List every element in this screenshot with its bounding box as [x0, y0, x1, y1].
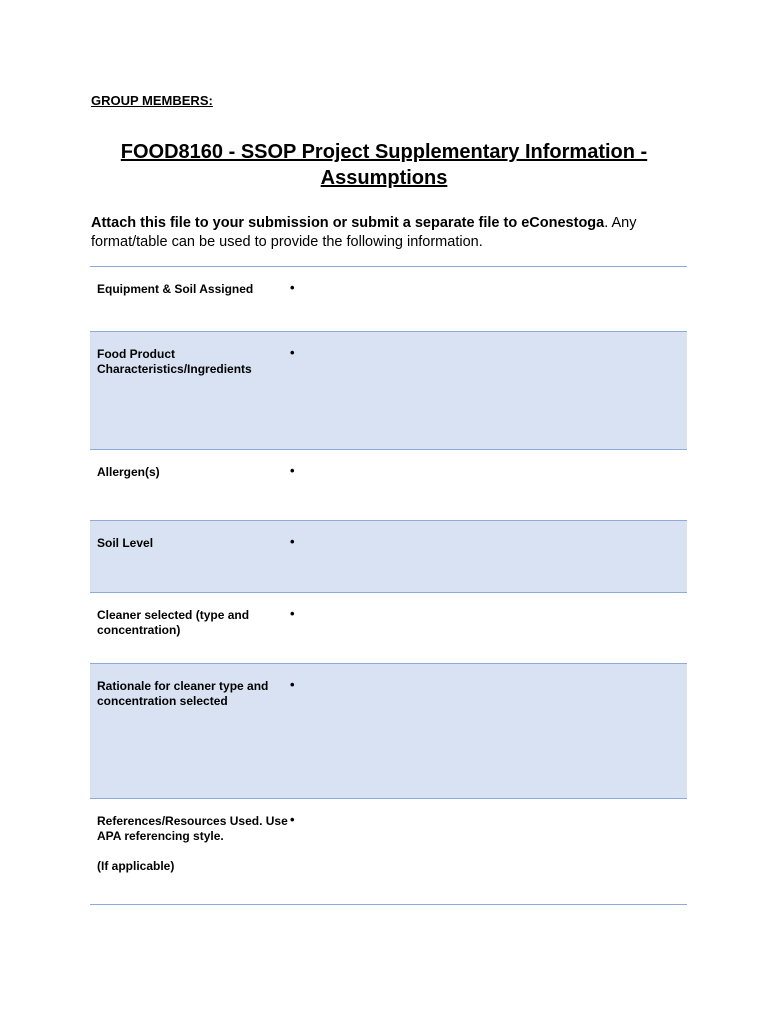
instructions-bold-text: Attach this file to your submission or submit a separate file to eConestoga [91, 215, 605, 231]
table-row-rationale [90, 664, 687, 799]
bullet-icon: • [290, 345, 295, 360]
row-label-text: Rationale for cleaner type and concentration selected [97, 679, 269, 708]
row-value-cell[interactable] [290, 521, 687, 593]
table-row-soil-level [90, 521, 687, 593]
group-members-label: GROUP MEMBERS: [91, 93, 213, 108]
bullet-icon: • [290, 812, 295, 827]
row-label [90, 664, 290, 799]
table-row-equipment [90, 267, 687, 332]
table-row-cleaner-selected [90, 593, 687, 664]
row-label-text: References/Resources Used. Use APA referencing style. [97, 814, 288, 843]
row-value-cell[interactable] [290, 799, 687, 905]
row-value-cell[interactable] [290, 267, 687, 332]
bullet-icon: • [290, 534, 295, 549]
bullet-icon: • [290, 606, 295, 621]
assumptions-table [90, 266, 687, 905]
table-row-food-product [90, 332, 687, 450]
row-value-cell[interactable] [290, 450, 687, 521]
row-label [90, 521, 290, 593]
row-label-text: Cleaner selected (type and concentration) [97, 608, 250, 637]
row-value-cell[interactable] [290, 332, 687, 450]
row-label-text: Food Product Characteristics/Ingredients [97, 347, 252, 376]
row-label [90, 267, 290, 332]
instructions-paragraph [91, 214, 691, 251]
row-label-text: Equipment & Soil Assigned [97, 282, 254, 296]
instructions-text: . Any format/table can be used to provide the following information. [91, 215, 637, 250]
document-title: FOOD8160 - SSOP Project Supplementary Information - Assumptions [120, 141, 648, 189]
row-label [90, 799, 290, 905]
bullet-icon: • [290, 280, 295, 295]
row-label [90, 332, 290, 450]
row-label-text: Allergen(s) [97, 465, 160, 479]
row-label [90, 593, 290, 664]
row-label-text: Soil Level [97, 536, 154, 550]
row-value-cell[interactable] [290, 593, 687, 664]
row-value-cell[interactable] [290, 664, 687, 799]
bullet-icon: • [290, 677, 295, 692]
row-label [90, 450, 290, 521]
bullet-icon: • [290, 463, 295, 478]
table-row-allergens [90, 450, 687, 521]
row-note-text: (If applicable) [97, 859, 175, 873]
table-row-references [90, 799, 687, 905]
